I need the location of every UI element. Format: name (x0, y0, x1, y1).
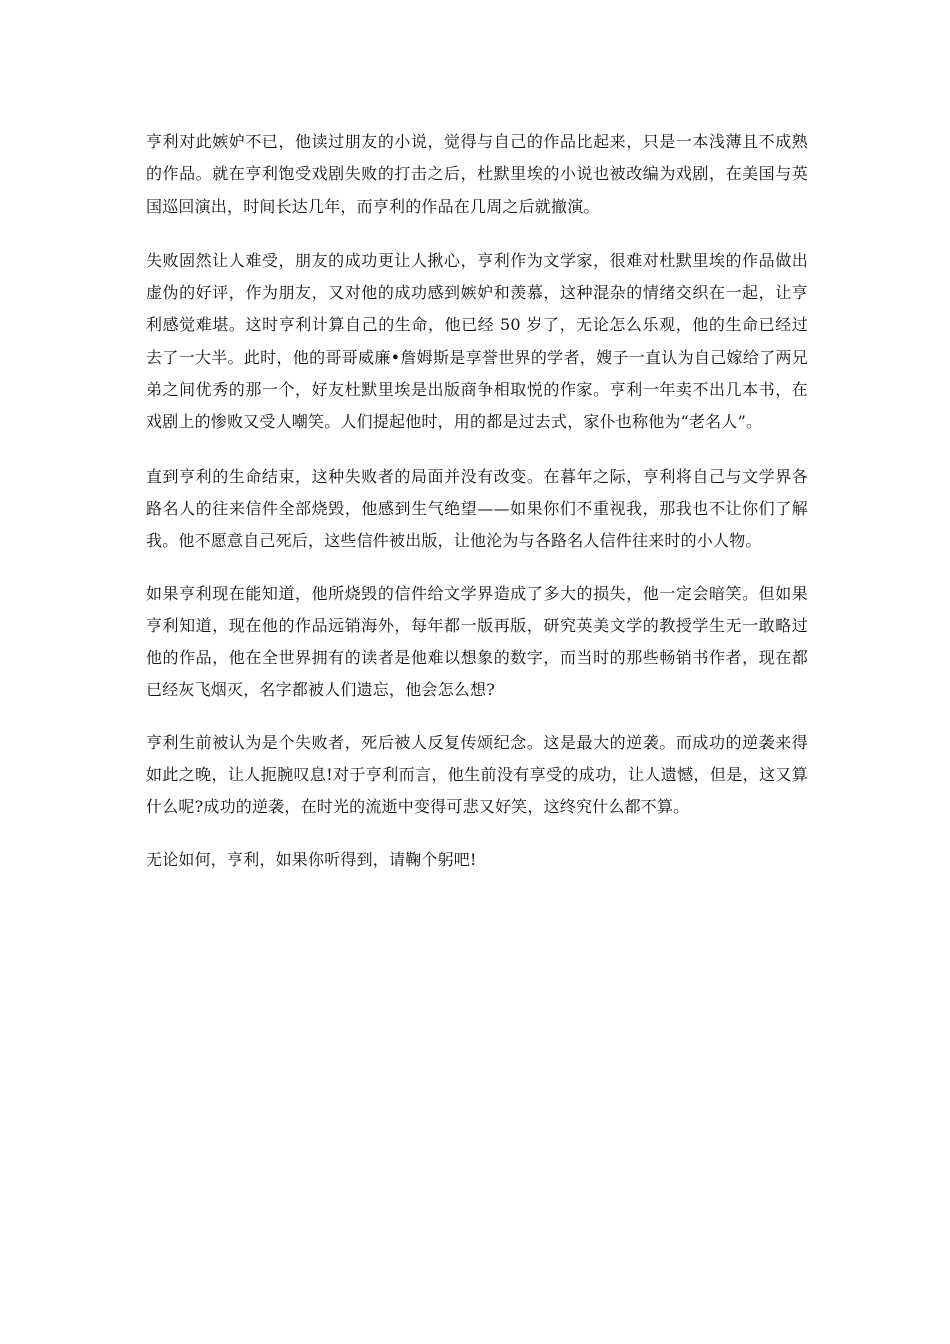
paragraph-6: 无论如何，亨利，如果你听得到，请鞠个躬吧! (146, 849, 477, 869)
article-body (146, 126, 808, 876)
paragraph-5: 亨利生前被认为是个失败者，死后被人反复传颂纪念。这是最大的逆袭。而成功的逆袭来得如此之晚，让人扼腕叹息!对于亨利而言，他生前没有享受的成功，让人遗憾，但是，这又算什么呢?成功的逆袭，在时光的流逝中变得可悲又好笑，这终究什么都不算。 (146, 732, 808, 817)
paragraph-2: 失败固然让人难受，朋友的成功更让人揪心，亨利作为文学家，很难对杜默里埃的作品做出虚伪的好评，作为朋友，又对他的成功感到嫉妒和羡慕，这种混杂的情绪交织在一起，让亨利感觉难堪。这时亨利计算自己的生命，他已经 50 岁了，无论怎么乐观，他的生命已经过去了一大半。此时，他的哥哥威廉•詹姆斯是享誉世界的学者，嫂子一直认为自己嫁给了两兄弟之间优秀的那一个，好友杜默里埃是出版商争相取悦的作家。亨利一年卖不出几本书，在戏剧上的惨败又受人嘲笑。人们提起他时，用的都是过去式，家仆也称他为“老名人”。 (146, 250, 808, 432)
paragraph-3: 直到亨利的生命结束，这种失败者的局面并没有改变。在暮年之际，亨利将自己与文学界各路名人的往来信件全部烧毁，他感到生气绝望——如果你们不重视我，那我也不让你们了解我。他不愿意自己死后，这些信件被出版，让他沦为与各路名人信件往来时的小人物。 (146, 466, 808, 551)
paragraph-4: 如果亨利现在能知道，他所烧毁的信件给文学界造成了多大的损失，他一定会暗笑。但如果亨利知道，现在他的作品远销海外，每年都一版再版，研究英美文学的教授学生无一敢略过他的作品，他在全世界拥有的读者是他难以想象的数字，而当时的那些畅销书作者，现在都已经灰飞烟灭，名字都被人们遗忘，他会怎么想? (146, 583, 808, 700)
paragraph-1: 亨利对此嫉妒不已，他读过朋友的小说，觉得与自己的作品比起来，只是一本浅薄且不成熟的作品。就在亨利饱受戏剧失败的打击之后，杜默里埃的小说也被改编为戏剧，在美国与英国巡回演出，时间长达几年，而亨利的作品在几周之后就撤演。 (146, 132, 808, 216)
